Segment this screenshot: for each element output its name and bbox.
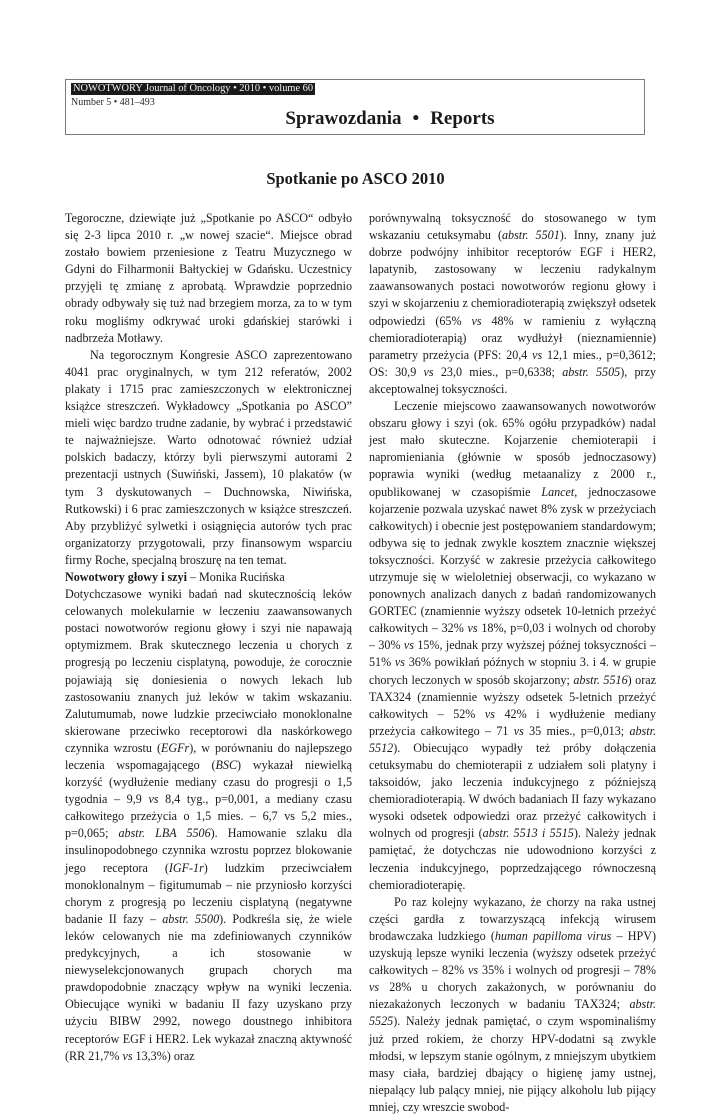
abstract-ref: abstr. 5505 [562,364,621,379]
abstract-ref: abstr. 5516 [573,672,628,687]
text-run: ), w porównaniu do najlepszego leczenia wspomagającego ( [65,740,353,772]
journal-header-box [65,79,645,135]
section-title [66,107,644,131]
abstract-ref: abstr. 5512 [369,723,656,755]
text-run: ). Obiecująco wypadły też próby dołączenia cetuksymabu do chemioterapii z udziałem soli platyny i taksoidów, jako leczenia indukcyjnego z późniejszą chemioradioterapią. W dwóch badaniach II fazy wykazano wysoki odsetek odpowiedzi oraz przeżyć całkowitych i wolnych od progresji ( [369,740,656,841]
text-run: ). Podkreśla się, że wiele leków celowanych nie ma zdefiniowanych czynników predykcyjnych, a ich stosowanie w niewyselekcjonowanych grupach chorych ma prawdopodobnie znaczący wpływ na wyniki leczenia. Obiecujące wyniki w badaniu II fazy uzyskano przy użyciu BIBW 2992, nowego doustnego inhibitora receptorów EGF i HER2. Lek wykazał znaczną aktywność (RR 21,7% [65,911,352,1063]
section-title-pl: Sprawozdania [285,108,402,129]
term-igf1r: IGF-1r [168,860,204,875]
text-run: , jednoczasowe kojarzenie pozwala uzyskać nawet 8% zysk w przeżyciach całkowitych) i obecnie jest postępowaniem standardowym; odbywa się to jednak zwykle kosztem znacznie większej toksyczności. Korzyść w zakresie przeżycia całkowitego utrzymuje się w wieloletniej obserwacji, co wykazano w ponownych analizach danych z badań randomizowanych GORTEC (znamiennie wyższy odsetek 10-letnich przeżyć całkowitych – 32% [369,484,656,636]
vs-italic: vs [423,364,434,379]
issue-number: Number 5 • 481–493 [71,97,155,108]
text-run: Dotychczasowe wyniki badań nad skutecznością leków celowanych molekularnie w leczeniu zaawansowanych postaci nowotworów regionu głowy i szyi nie napawają optymizmem. Brak skutecznego leczenia u chorych z progresją po leczeniu cisplatyną, powoduje, że corocznie pojawiają się doniesienia o nowych lekach lub zastosowaniu znanych już leków w takim wskazaniu. Zalutumumab, nowe ludzkie przeciwciało monoklonalne skierowane przeciwko receptorowi dla naskórkowego czynnika wzrostu ( [65,587,352,755]
intro-paragraph-2: Na tegorocznym Kongresie ASCO zaprezentowano 4041 prac oryginalnych, w tym 212 referatów, 2002 plakaty i 1715 prac zamieszczonych w elektronicznej książce streszczeń. Wykładowcy „Spotkania po ASCO” mieli więc bardzo trudne zadanie, by wybrać i przedstawić te najważniejsze. Warto odnotować również udział polskich badaczy, którzy byli pierwszymi autorami 2 prezentacji ustnych (Suwiński, Jassem), 10 plakatów (w tym 3 dyskutowanych – Duchnowska, Niwińska, Rutkowski) i 6 prac zamieszczonych w książce streszczeń. Aby przybliżyć sylwetki i osiągnięcia autorów tych prac organizatorzy przygotowali, przy finansowym wsparciu firmy Roche, specjalną broszurę na ten temat. [65,347,352,567]
text-run: porównywalną toksyczność do stosowanego w tym wskazaniu cetuksymabu ( [369,211,656,243]
section-title-en: Reports [430,108,495,129]
text-run: 28% u chorych zakażonych, w porównaniu do niezakażonych leczonych w badaniu TAX324; [369,980,656,1012]
text-run: ) ludzkim przeciwciałem monoklonalnym – figitumumab – nie przyniosło korzyści chorym z progresją po leczeniu cisplatyną (negatywne badanie II fazy – [65,860,352,926]
journal-name-bar: NOWOTWORY Journal of Oncology • 2010 • volume 60 [73,83,314,94]
text-run: 18%, p=0,03 i wolnych od choroby – 30% [369,621,656,653]
section-heading-title: Nowotwory głowy i szyi [65,569,187,584]
right-paragraph-1 [369,210,656,398]
right-column [369,210,656,1116]
right-paragraph-2 [369,398,656,894]
text-run: – HPV) uzyskują lepsze wyniki leczenia (wyższy odsetek przeżyć całkowitych – 82% [369,928,656,978]
head-neck-paragraph-1 [65,586,352,1065]
text-run: 48% w ramieniu z wyłączną chemioradioterapią) oraz wydłużył (nieznamiennie) parametry przeżycia (PFS: 20,4 [369,313,657,362]
abstract-ref: abstr. 5501 [501,228,560,243]
section-heading-author: Monika Rucińska [199,569,285,584]
abstract-ref: abstr. 5513 i 5515 [482,826,574,841]
article-title: Spotkanie po ASCO 2010 [266,169,445,188]
text-run: 15%, jednak przy wyższej późnej toksyczności – 51% [369,638,656,670]
text-run: 35 mies., p=0,013; [523,723,630,738]
section-heading [65,569,352,586]
vs-italic: vs [403,638,414,653]
term-egfr: EGFr [161,740,190,755]
left-column [65,210,352,1065]
text-run: 35% i wolnych od progresji – 78% [478,963,657,978]
intro-paragraph-1: Tegoroczne, dziewiąte już „Spotkanie po ASCO“ odbyło się 2-3 lipca 2010 r. „w nowej szacie“. Miejsce obrad zostało bowiem przeniesione z Teatru Muzycznego w Gdyni do Filharmonii Bałtyckiej w Gdańsku. Uczestnicy przyjęli tę zmianę z aprobatą. Wprawdzie poprzednio obrady odbywały się tuż nad brzegiem morza, za to w tym roku mogliśmy odkrywać uroki gdańskiej starówki i nadbrzeża Motławy. [65,211,352,345]
vs-italic: vs [484,706,495,721]
vs-italic: vs [122,1048,133,1063]
abstract-ref: abstr. 5525 [369,997,656,1029]
vs-italic: vs [532,347,543,362]
text-run: 12,1 mies., p=0,3612; OS: 30,9 [369,347,656,379]
text-run: Po raz kolejny wykazano, że chorzy na raka ustnej części gardła z towarzyszącą infekcją wirusem brodawczaka ludzkiego ( [369,894,656,943]
text-run: 8,4 tyg., p=0,001, a mediany czasu całkowitego przeżycia o 1,5 mies. – 6,7 vs 5,2 mies., p=0,065; [65,792,352,841]
text-run: ). Hamowanie szlaku dla insulinopodobnego czynnika wzrostu poprzez blokowanie jego receptora ( [65,826,352,875]
abstract-ref: abstr. 5500 [162,911,220,926]
vs-italic: vs [148,792,159,807]
text-run: ). Należy jednak pamiętać, o czym wspominaliśmy już przed rokiem, że chorzy HPV-dodatni są zwykle młodsi, w lepszym stanie ogólnym, z mniejszym ubytkiem masy ciała, bardziej dbający o higienę jamy ustnej, niepalący lub palący mniej, nie pijący alkoholu lub pijący mniej, czy wreszcie swobod- [369,1014,656,1114]
vs-italic: vs [513,723,524,738]
text-run: Leczenie miejscowo zaawansowanych nowotworów obszaru głowy i szyi (ok. 65% ogółu przypadków) nadal jest mało skuteczne. Kojarzenie chemioterapii i napromieniania (głównie w sposób jednoczasowy) poprawia wyniki (według metaanalizy z 2000 r., opublikowanej w czasopiśmie [369,399,656,499]
vs-italic: vs [468,963,479,978]
term-bsc: BSC [215,758,238,772]
term-hpv: human papilloma virus [494,928,612,943]
text-run: 23,0 mies., p=0,6338; [433,364,563,379]
text-run: 36% powikłań późnych w stopniu 3. i 4. w grupie chorych leczonych w sposób skojarzony; [369,655,656,687]
section-heading-dash: – [186,569,200,584]
text-run: ) wykazał niewielką korzyść (wydłużenie mediany czasu do progresji o 1,5 tygodnia – 9,9 [65,758,352,807]
section-separator: • [412,108,420,129]
vs-italic: vs [369,980,380,995]
text-run: ). Inny, znany już dobrze podwójny inhibitor receptorów EGF i HER2, lapatynib, zastosowany w leczeniu radykalnym zaawansowanych postaci nowotworów regionu głowy i szyi w skojarzeniu z chemioradioterapią zwiększył odsetek odpowiedzi (65% [369,228,656,328]
abstract-ref: abstr. LBA 5506 [118,826,211,841]
text-run: ), przy akceptowalnej toksyczności. [369,364,656,396]
journal-name-lancet: Lancet [541,484,575,499]
right-paragraph-3 [369,894,656,1116]
text-run: ). Należy jednak pamiętać, że dotychczas nie udowodniono korzyści z leczenia indukcyjnego, poprzedzającego równoczesną chemioradioterapię. [369,826,656,892]
vs-italic: vs [394,655,405,670]
vs-italic: vs [467,621,478,636]
vs-italic: vs [471,313,482,328]
text-run: ) oraz TAX324 (znamiennie wyższy odsetek 5-letnich przeżyć całkowitych – 52% [369,672,656,721]
text-run: 13,3%) oraz [132,1048,195,1063]
text-run: 42% i wydłużenie mediany przeżycia całkowitego – 71 [369,706,657,738]
